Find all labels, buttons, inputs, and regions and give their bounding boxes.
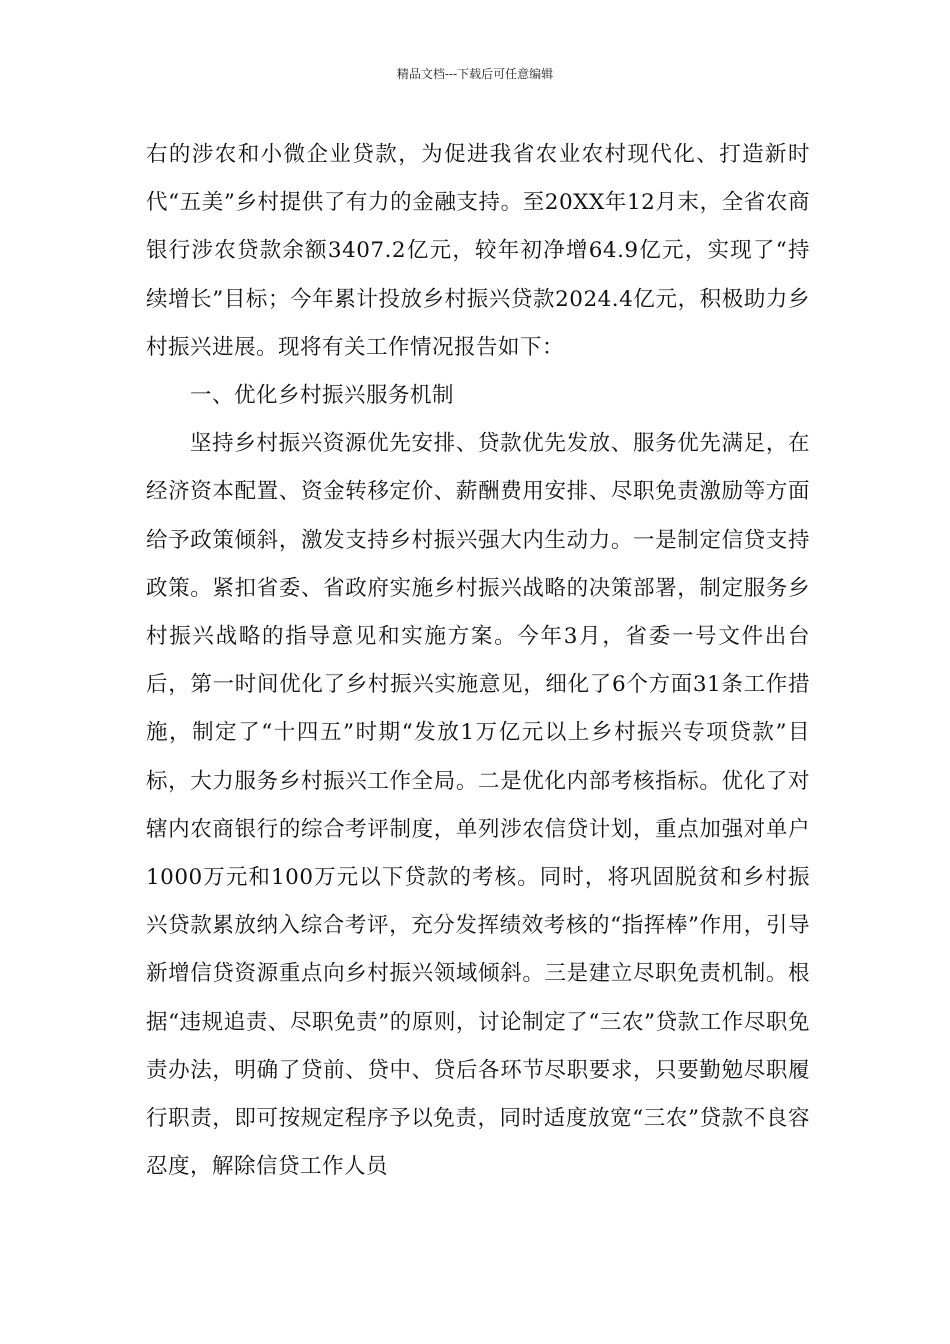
section-heading: 一、优化乡村振兴服务机制 bbox=[190, 383, 455, 409]
page-header: 精品文档---下载后可任意编辑 bbox=[396, 67, 554, 81]
document-body bbox=[146, 131, 810, 1191]
paragraph-intro: 右的涉农和小微企业贷款，为促进我省农业农村现代化、打造新时代“五美”乡村提供了有力的金融支持。至20XX年12月末，全省农商银行涉农贷款余额3407.2亿元，较年初净增64.9亿元，实现了“持续增长”目标；今年累计投放乡村振兴贷款2024.4亿元，积极助力乡村振兴进展。现将有关工作情况报告如下： bbox=[146, 142, 810, 360]
paragraph-service-mechanism: 坚持乡村振兴资源优先安排、贷款优先发放、服务优先满足，在经济资本配置、资金转移定价、薪酬费用安排、尽职免责激励等方面给予政策倾斜，激发支持乡村振兴强大内生动力。一是制定信贷支持政策。紧扣省委、省政府实施乡村振兴战略的决策部署，制定服务乡村振兴战略的指导意见和实施方案。今年3月，省委一号文件出台后，第一时间优化了乡村振兴实施意见，细化了6个方面31条工作措施，制定了“十四五”时期“发放1万亿元以上乡村振兴专项贷款”目标，大力服务乡村振兴工作全局。二是优化内部考核指标。优化了对辖内农商银行的综合考评制度，单列涉农信贷计划，重点加强对单户1000万元和100万元以下贷款的考核。同时，将巩固脱贫和乡村振兴贷款累放纳入综合考评，充分发挥绩效考核的“指挥棒”作用，引导新增信贷资源重点向乡村振兴领域倾斜。三是建立尽职免责机制。根据“违规追责、尽职免责”的原则，讨论制定了“三农”贷款工作尽职免责办法，明确了贷前、贷中、贷后各环节尽职要求，只要勤勉尽职履行职责，即可按规定程序予以免责，同时适度放宽“三农”贷款不良容忍度，解除信贷工作人员 bbox=[146, 431, 810, 1180]
